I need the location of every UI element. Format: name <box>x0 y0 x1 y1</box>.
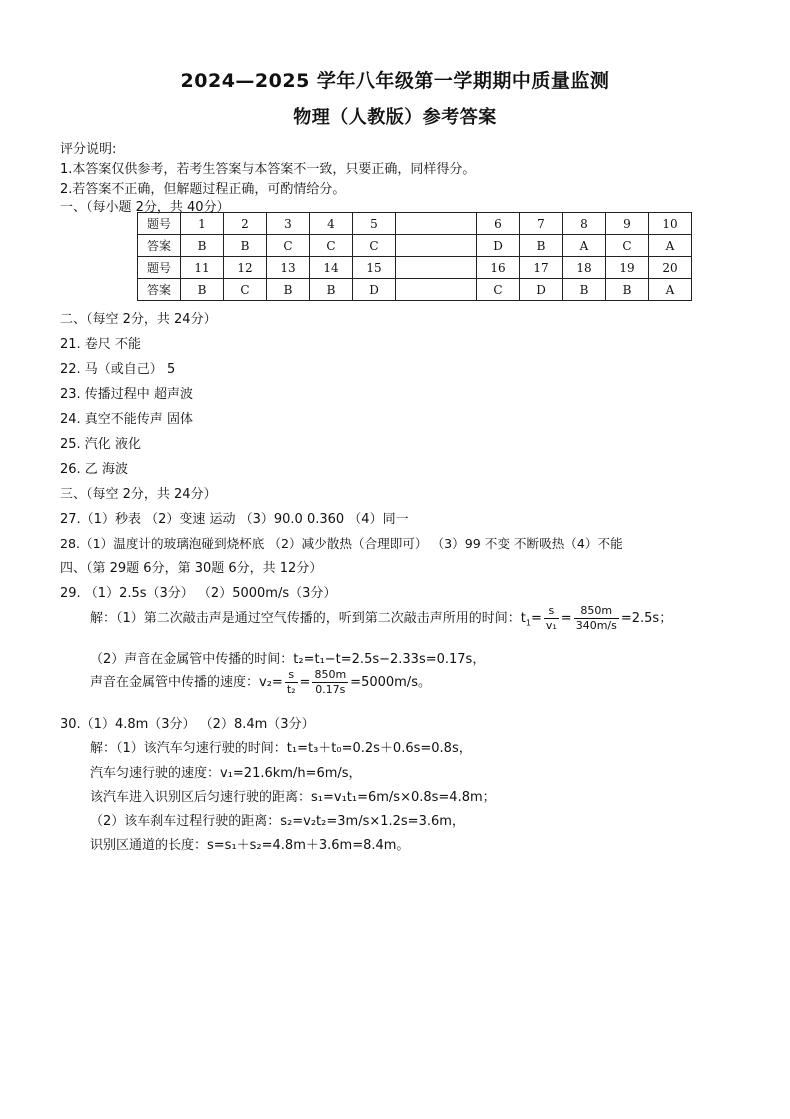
table-label: 题号 <box>138 257 181 279</box>
table-gap <box>396 257 477 279</box>
solution-text: =5000m/s。 <box>350 675 431 690</box>
table-cell: D <box>520 279 563 301</box>
table-cell: A <box>649 235 692 257</box>
table-cell: 1 <box>181 213 224 235</box>
table-cell: 8 <box>563 213 606 235</box>
table-cell: B <box>310 279 353 301</box>
table-cell: B <box>563 279 606 301</box>
solution-30-line: 汽车匀速行驶的速度：v₁=21.6km/h=6m/s， <box>90 766 362 781</box>
answer-21: 21. 卷尺 不能 <box>60 337 141 352</box>
answer-24: 24. 真空不能传声 固体 <box>60 412 193 427</box>
table-cell: B <box>606 279 649 301</box>
table-gap <box>396 279 477 301</box>
table-gap <box>396 213 477 235</box>
table-cell: 5 <box>353 213 396 235</box>
page-subtitle: 物理（人教版）参考答案 <box>293 107 497 128</box>
table-cell: C <box>310 235 353 257</box>
solution-30-line: 该汽车进入识别区后匀速行驶的距离：s₁=v₁t₁=6m/s×0.8s=4.8m； <box>90 790 496 805</box>
solution-30-line: 解：（1）该汽车匀速行驶的时间：t₁=t₃＋t₀=0.2s＋0.6s=0.8s， <box>90 741 472 756</box>
table-cell: 6 <box>477 213 520 235</box>
table-label: 题号 <box>138 213 181 235</box>
fraction: $\frac{s}{\text{t₂}}$ <box>286 668 296 696</box>
fraction: $\frac{s}{\text{v₁}}$ <box>545 604 557 632</box>
table-cell: A <box>563 235 606 257</box>
table-cell: A <box>649 279 692 301</box>
answer-29: 29. （1）2.5s（3分） （2）5000m/s（3分） <box>60 586 337 601</box>
fraction: $\frac{850m}{340m/s}$ <box>575 604 617 632</box>
table-label: 答案 <box>138 235 181 257</box>
table-cell: 17 <box>520 257 563 279</box>
table-row <box>138 279 692 301</box>
table-cell: B <box>520 235 563 257</box>
answer-table <box>137 212 692 301</box>
answer-23: 23. 传播过程中 超声波 <box>60 387 193 402</box>
table-cell: B <box>224 235 267 257</box>
table-cell: 12 <box>224 257 267 279</box>
table-row <box>138 213 692 235</box>
table-cell: D <box>477 235 520 257</box>
solution-30-line: （2）该车刹车过程行驶的距离：s₂=v₂t₂=3m/s×1.2s=3.6m， <box>90 814 465 829</box>
table-cell: 3 <box>267 213 310 235</box>
answer-30: 30.（1）4.8m（3分） （2）8.4m（3分） <box>60 717 315 732</box>
table-cell: 18 <box>563 257 606 279</box>
table-gap <box>396 235 477 257</box>
table-row <box>138 235 692 257</box>
table-cell: 9 <box>606 213 649 235</box>
table-cell: 11 <box>181 257 224 279</box>
table-cell: 20 <box>649 257 692 279</box>
solution-30-line: 识别区通道的长度：s=s₁＋s₂=4.8m＋3.6m=8.4m。 <box>90 838 410 853</box>
section-1-heading: 一、（每小题 2分，共 40分） <box>60 200 230 215</box>
table-cell: 15 <box>353 257 396 279</box>
section-2-heading: 二、（每空 2分，共 24分） <box>60 312 217 327</box>
table-cell: 7 <box>520 213 563 235</box>
section-3-heading: 三、（每空 2分，共 24分） <box>60 487 217 502</box>
section-4-heading: 四、（第 29题 6分，第 30题 6分，共 12分） <box>60 561 323 576</box>
table-cell: B <box>267 279 310 301</box>
table-cell: 4 <box>310 213 353 235</box>
table-cell: 14 <box>310 257 353 279</box>
table-cell: C <box>267 235 310 257</box>
solution-text: 声音在金属管中传播的速度：v₂= <box>90 675 283 690</box>
answer-26: 26. 乙 海波 <box>60 462 128 477</box>
table-label: 答案 <box>138 279 181 301</box>
table-cell: D <box>353 279 396 301</box>
table-row <box>138 257 692 279</box>
table-cell: 16 <box>477 257 520 279</box>
solution-29-line-1: 解：（1）第二次敲击声是通过空气传播的，听到第二次敲击声所用的时间：$t_1=$ $\frac{s}{\text{v₁}}$ = $\frac{850m}{340m/s}$ =2.5s； <box>90 604 673 632</box>
fraction: $\frac{850m}{0.17s}$ <box>314 668 347 696</box>
solution-text: 解：（1）第二次敲击声是通过空气传播的，听到第二次敲击声所用的时间：t <box>90 611 526 626</box>
table-cell: C <box>353 235 396 257</box>
table-cell: C <box>477 279 520 301</box>
table-cell: C <box>224 279 267 301</box>
table-cell: 10 <box>649 213 692 235</box>
answer-28: 28.（1）温度计的玻璃泡碰到烧杯底 （2）减少散热（合理即可） （3）99 不变 不断吸热（4）不能 <box>60 536 623 551</box>
table-cell: B <box>181 235 224 257</box>
answer-27: 27.（1）秒表 （2）变速 运动 （3）90.0 0.360 （4）同一 <box>60 512 409 527</box>
note-1: 1.本答案仅供参考，若考生答案与本答案不一致，只要正确，同样得分。 <box>60 162 476 177</box>
table-cell: B <box>181 279 224 301</box>
answer-25: 25. 汽化 液化 <box>60 437 141 452</box>
table-cell: 2 <box>224 213 267 235</box>
subscript: 1 <box>525 618 531 628</box>
notes-heading: 评分说明: <box>60 142 117 157</box>
solution-text: =2.5s； <box>620 611 673 626</box>
note-2: 2.若答案不正确，但解题过程正确，可酌情给分。 <box>60 182 346 197</box>
table-cell: 13 <box>267 257 310 279</box>
table-cell: C <box>606 235 649 257</box>
answer-22: 22. 马（或自己） 5 <box>60 362 176 377</box>
solution-29-line-2: （2）声音在金属管中传播的时间：t₂=t₁−t=2.5s−2.33s=0.17s， <box>90 652 486 667</box>
table-cell: 19 <box>606 257 649 279</box>
page-title: 2024—2025 学年八年级第一学期期中质量监测 <box>180 70 610 92</box>
solution-29-line-3: 声音在金属管中传播的速度：v₂= $\frac{s}{\text{t₂}}$ = $\frac{850m}{0.17s}$ =5000m/s。 <box>90 668 431 696</box>
